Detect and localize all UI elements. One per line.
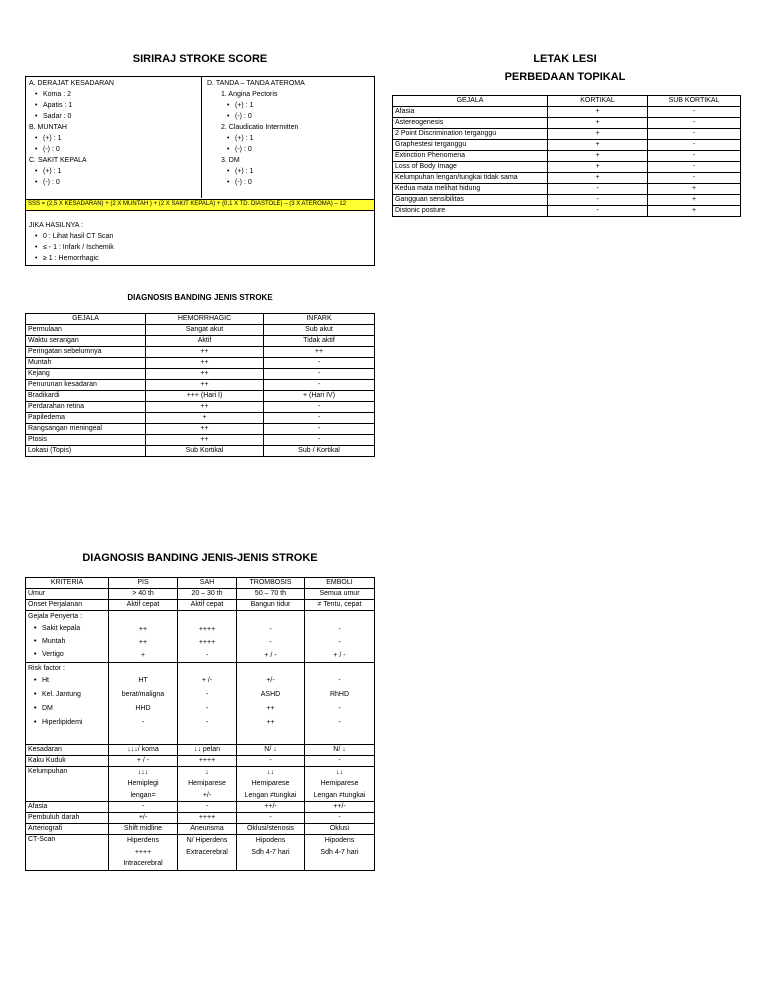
value: ++++ <box>198 625 216 633</box>
table-header-row <box>26 314 375 325</box>
letak-table <box>392 95 741 217</box>
header-emboli: EMBOLI <box>305 578 375 589</box>
value: Hiperdens <box>127 837 159 844</box>
sss-b-item: • (-) : 0 <box>29 144 199 155</box>
cell: Oklusi <box>305 824 375 835</box>
header-hemorrhagic: HEMORRHAGIC <box>146 314 264 325</box>
value: Hemiplegi <box>127 780 159 787</box>
value: ++ <box>266 718 275 726</box>
header-pis: PIS <box>109 578 178 589</box>
table-row <box>26 435 375 446</box>
sss-result-item: • ≤ - 1 : Infark / Ischemik <box>29 242 369 253</box>
row-label: Pembuluh darah <box>26 813 109 824</box>
cell: + <box>548 129 648 140</box>
cell: Aktif cepat <box>109 600 178 611</box>
cell: - <box>178 802 237 813</box>
cell: 20 – 30 th <box>178 589 237 600</box>
value: Sdh 4-7 hari <box>320 848 359 856</box>
table-row <box>26 446 375 457</box>
cell <box>237 835 305 871</box>
cell: Oklusi/stenosis <box>237 824 305 835</box>
value: - <box>338 676 341 684</box>
sss-box <box>25 76 375 266</box>
cell: - <box>648 107 741 118</box>
row-label: Umur <box>26 589 109 600</box>
cell: 50 – 70 th <box>237 589 305 600</box>
cell: ↓↓↓/ koma <box>109 744 178 755</box>
cell: - <box>648 173 741 184</box>
value: lengan= <box>130 791 156 799</box>
value: + <box>140 651 146 659</box>
row-label: Extinction Phenomena <box>393 151 548 162</box>
sss-result-label: JIKA HASILNYA : <box>29 222 83 229</box>
cell: - <box>264 435 375 446</box>
dbjs-table <box>25 313 375 457</box>
row-label: Kelumpuhan lengan/tungkai tidak sama <box>393 173 548 184</box>
row-label: Kedua mata melihat hidung <box>393 184 548 195</box>
risk-item: • Hiperlipidemi • <box>28 716 106 730</box>
gejala-cell <box>26 611 109 663</box>
gejala-item: • Sakit kepala • <box>28 622 106 635</box>
value: - <box>338 625 341 633</box>
cell <box>305 662 375 744</box>
row-label: Arteriografi <box>26 824 109 835</box>
cell: Semua umur <box>305 589 375 600</box>
cell: Aktif <box>146 336 264 347</box>
cell: + <box>548 118 648 129</box>
value: N/ Hiperdens <box>186 837 228 844</box>
row-label: Peringatan sebelumnya <box>26 347 146 358</box>
table-row <box>26 358 375 369</box>
cell <box>109 766 178 802</box>
sss-d-sub-1: 1. Angina Pectoris <box>221 91 278 98</box>
cell: ++/- <box>305 802 375 813</box>
cell: + <box>648 195 741 206</box>
sss-d-sub-2: 2. Claudicatio Intermitten <box>221 124 299 131</box>
row-label: Ptosis <box>26 435 146 446</box>
table-row <box>26 813 375 824</box>
value: + / - <box>264 651 277 659</box>
cell: - <box>648 129 741 140</box>
row-label: Gangguan sensibilitas <box>393 195 548 206</box>
cell: - <box>548 206 648 217</box>
table-row <box>26 835 375 871</box>
cell: > 40 th <box>109 589 178 600</box>
gejala-item: • Vertigo • <box>28 648 106 661</box>
sss-formula: SSS = (2,5 X KESADARAN) + (2 X MUNTAH ) + (2 X SAKIT KEPALA) + (0,1 X TD. DIASTOLE) – (3 X ATEROMA) – 12 <box>26 199 374 211</box>
sss-a-label: A. DERAJAT KESADARAN <box>29 80 114 87</box>
value: - <box>205 718 209 726</box>
header-infark: INFARK <box>264 314 375 325</box>
row-label: Lokasi (Topis) <box>26 446 146 457</box>
dbjjs-table <box>25 577 375 871</box>
cell: + <box>548 173 648 184</box>
value: ++ <box>138 638 148 646</box>
table-row <box>393 151 741 162</box>
cell: - <box>264 380 375 391</box>
value: ++++ <box>134 848 152 856</box>
cell <box>109 662 178 744</box>
header-trombosis: TROMBOSIS <box>237 578 305 589</box>
table-header-row <box>26 578 375 589</box>
value: Extracerebral <box>186 848 228 856</box>
value: +/- <box>266 676 275 684</box>
cell: Sub / Kortikal <box>264 446 375 457</box>
cell: Tidak aktif <box>264 336 375 347</box>
sss-d-item: • (+) : 1 <box>221 166 372 177</box>
table-row <box>26 402 375 413</box>
sss-d-item: • (-) : 0 <box>221 144 372 155</box>
cell: + <box>548 107 648 118</box>
value: + / - <box>333 651 346 659</box>
table-row <box>393 107 741 118</box>
value: Hemiparese <box>188 780 226 787</box>
table-row <box>393 140 741 151</box>
table-row <box>26 600 375 611</box>
cell: ++++ <box>178 755 237 766</box>
sss-c-item: • (+) : 1 <box>29 166 199 177</box>
row-label: Waktu serangan <box>26 336 146 347</box>
table-row-gejala <box>26 611 375 663</box>
sss-left-column <box>29 78 199 188</box>
value: Lengan ≠tungkai <box>244 791 297 799</box>
table-row <box>26 336 375 347</box>
sss-d-item: • (-) : 0 <box>221 177 372 188</box>
cell: - <box>648 162 741 173</box>
cell: ++ <box>146 435 264 446</box>
sss-divider <box>201 77 202 198</box>
value: - <box>205 690 209 698</box>
risk-cell <box>26 662 109 744</box>
row-label: Kesadaran <box>26 744 109 755</box>
sss-result-item: • ≥ 1 : Hemorrhagic <box>29 253 369 264</box>
cell <box>178 835 237 871</box>
value: - <box>141 718 145 726</box>
cell: ++ <box>264 347 375 358</box>
cell <box>237 611 305 663</box>
table-row-risk <box>26 662 375 744</box>
cell: + <box>548 151 648 162</box>
row-label: Graphestesi terganggu <box>393 140 548 151</box>
sss-a-item: • Apatis : 1 <box>29 100 199 111</box>
sss-d-label: D. TANDA – TANDA ATEROMA <box>207 80 305 87</box>
sss-d-item: • (+) : 1 <box>221 100 372 111</box>
table-row <box>26 325 375 336</box>
row-label: Muntah <box>26 358 146 369</box>
row-label: Afasia <box>26 802 109 813</box>
value: Hemiparese <box>320 780 359 787</box>
header-gejala: GEJALA <box>393 96 548 107</box>
cell: ++ <box>146 347 264 358</box>
header-gejala: GEJALA <box>26 314 146 325</box>
cell: - <box>237 813 305 824</box>
value: - <box>338 704 341 712</box>
table-row <box>393 162 741 173</box>
sss-right-column <box>207 78 372 188</box>
row-label: Permulaan <box>26 325 146 336</box>
cell: - <box>648 118 741 129</box>
letak-subtitle: PERBEDAAN TOPIKAL <box>504 71 626 83</box>
cell: ++/- <box>237 802 305 813</box>
cell: +++ (Hari I) <box>146 391 264 402</box>
cell: ++ <box>146 380 264 391</box>
cell: + <box>548 162 648 173</box>
value: - <box>338 638 341 646</box>
table-row <box>393 129 741 140</box>
cell: - <box>648 140 741 151</box>
cell: - <box>264 413 375 424</box>
value: Hemiparese <box>251 780 290 787</box>
table-row <box>26 413 375 424</box>
table-row <box>26 755 375 766</box>
cell: + <box>548 140 648 151</box>
cell: Aneurisma <box>178 824 237 835</box>
value: Lengan ≠tungkai <box>313 791 366 799</box>
cell: Sub akut <box>264 325 375 336</box>
cell: - <box>264 369 375 380</box>
table-row <box>26 802 375 813</box>
value: ++++ <box>198 638 216 646</box>
risk-item: • DM • <box>28 702 106 716</box>
cell: ↓↓ pelan <box>178 744 237 755</box>
row-label: Bradikardi <box>26 391 146 402</box>
cell: + <box>146 413 264 424</box>
table-row <box>393 184 741 195</box>
gejala-item: • Muntah • <box>28 635 106 648</box>
value: ↓↓↓ <box>137 768 149 776</box>
header-sah: SAH <box>178 578 237 589</box>
cell <box>305 835 375 871</box>
table-header-row <box>393 96 741 107</box>
sss-b-label: B. MUNTAH <box>29 124 67 131</box>
cell <box>237 766 305 802</box>
row-label: Distonic posture <box>393 206 548 217</box>
risk-label: Risk factor : <box>28 664 65 672</box>
row-label: Papiledema <box>26 413 146 424</box>
cell: ++ <box>146 358 264 369</box>
table-row <box>26 391 375 402</box>
sss-b-item: • (+) : 1 <box>29 133 199 144</box>
sss-results <box>29 220 369 264</box>
row-label: Perdarahan retina <box>26 402 146 413</box>
cell: - <box>264 402 375 413</box>
dbjjs-title: DIAGNOSIS BANDING JENIS-JENIS STROKE <box>82 552 318 564</box>
cell: N/ ↓ <box>237 744 305 755</box>
value: ↓↓ <box>336 768 343 776</box>
row-label: Afasia <box>393 107 548 118</box>
header-kortikal: KORTIKAL <box>548 96 648 107</box>
value: ASHD <box>260 690 281 698</box>
cell: - <box>109 802 178 813</box>
row-label: CT-Scan <box>26 835 109 871</box>
value: +/- <box>202 791 212 799</box>
cell <box>109 611 178 663</box>
cell: + <box>648 184 741 195</box>
cell: + <box>648 206 741 217</box>
cell: ++ <box>146 424 264 435</box>
cell: - <box>548 184 648 195</box>
value: HHD <box>135 704 151 712</box>
sss-c-item: • (-) : 0 <box>29 177 199 188</box>
cell: - <box>305 813 375 824</box>
cell <box>178 611 237 663</box>
value: Sdh 4-7 hari <box>251 848 290 856</box>
table-row <box>393 118 741 129</box>
table-row <box>26 347 375 358</box>
cell: - <box>237 755 305 766</box>
header-kriteria: KRITERIA <box>26 578 109 589</box>
row-label: Kelumpuhan <box>26 766 109 802</box>
sss-d-sub-3: 3. DM <box>221 157 240 164</box>
cell: + (Hari IV) <box>264 391 375 402</box>
dbjs-title: DIAGNOSIS BANDING JENIS STROKE <box>127 293 273 302</box>
cell: - <box>548 195 648 206</box>
row-label: 2 Point Discrimination terganggu <box>393 129 548 140</box>
cell: Sub Kortikal <box>146 446 264 457</box>
cell: Shift midline <box>109 824 178 835</box>
value: Intracerebral <box>123 860 163 867</box>
table-row <box>26 380 375 391</box>
sss-a-item: • Sadar : 0 <box>29 111 199 122</box>
cell: ≠ Tentu, cepat <box>305 600 375 611</box>
row-label: Rangsangan meningeal <box>26 424 146 435</box>
sss-c-label: C. SAKIT KEPALA <box>29 157 87 164</box>
risk-item: • Ht • <box>28 674 106 688</box>
row-label: Kaku Kuduk <box>26 755 109 766</box>
table-row <box>393 173 741 184</box>
row-label: Onset Perjalanan <box>26 600 109 611</box>
cell: ++ <box>146 369 264 380</box>
table-row <box>26 424 375 435</box>
sss-title: SIRIRAJ STROKE SCORE <box>132 53 268 65</box>
header-sub-kortikal: SUB KORTIKAL <box>648 96 741 107</box>
value: - <box>269 625 272 633</box>
cell: +/- <box>109 813 178 824</box>
cell <box>305 611 375 663</box>
cell: - <box>264 358 375 369</box>
value: Hipodens <box>255 837 286 844</box>
cell: - <box>648 151 741 162</box>
value: ↓↓ <box>267 768 274 776</box>
sss-d-item: • (-) : 0 <box>221 111 372 122</box>
value: - <box>269 638 272 646</box>
cell <box>178 766 237 802</box>
value: ++ <box>266 704 275 712</box>
value: - <box>205 704 209 712</box>
cell: ++ <box>146 402 264 413</box>
table-row <box>393 206 741 217</box>
row-label: Penurunan kesadaran <box>26 380 146 391</box>
cell: ++++ <box>178 813 237 824</box>
value: + /- <box>201 676 213 684</box>
value: HT <box>138 676 148 684</box>
value: - <box>205 651 209 659</box>
row-label: Astereogenesis <box>393 118 548 129</box>
table-row <box>26 766 375 802</box>
cell <box>237 662 305 744</box>
gejala-label: Gejala Penyerta : <box>28 613 83 620</box>
cell <box>109 835 178 871</box>
value: RhHD <box>329 690 350 698</box>
table-row <box>26 589 375 600</box>
cell: N/ ↓ <box>305 744 375 755</box>
cell: Aktif cepat <box>178 600 237 611</box>
cell: Bangun tidur <box>237 600 305 611</box>
cell: + / - <box>109 755 178 766</box>
table-row <box>26 369 375 380</box>
row-label: Kejang <box>26 369 146 380</box>
cell: Sangat akut <box>146 325 264 336</box>
risk-item: • Kel. Jantung • <box>28 688 106 702</box>
sss-result-item: • 0 : Lihat hasil CT Scan <box>29 231 369 242</box>
sss-a-item: • Koma : 2 <box>29 89 199 100</box>
value: - <box>338 718 341 726</box>
cell: - <box>264 424 375 435</box>
value: ++ <box>138 625 148 633</box>
cell <box>178 662 237 744</box>
sss-d-item: • (+) : 1 <box>221 133 372 144</box>
value: Hipodens <box>324 837 355 844</box>
table-row <box>393 195 741 206</box>
table-row <box>26 744 375 755</box>
cell: - <box>305 755 375 766</box>
letak-title: LETAK LESI <box>533 53 597 65</box>
value: berat/maligna <box>121 690 165 698</box>
value: ↓ <box>205 768 209 776</box>
cell <box>305 766 375 802</box>
table-row <box>26 824 375 835</box>
row-label: Loss of Body Image <box>393 162 548 173</box>
